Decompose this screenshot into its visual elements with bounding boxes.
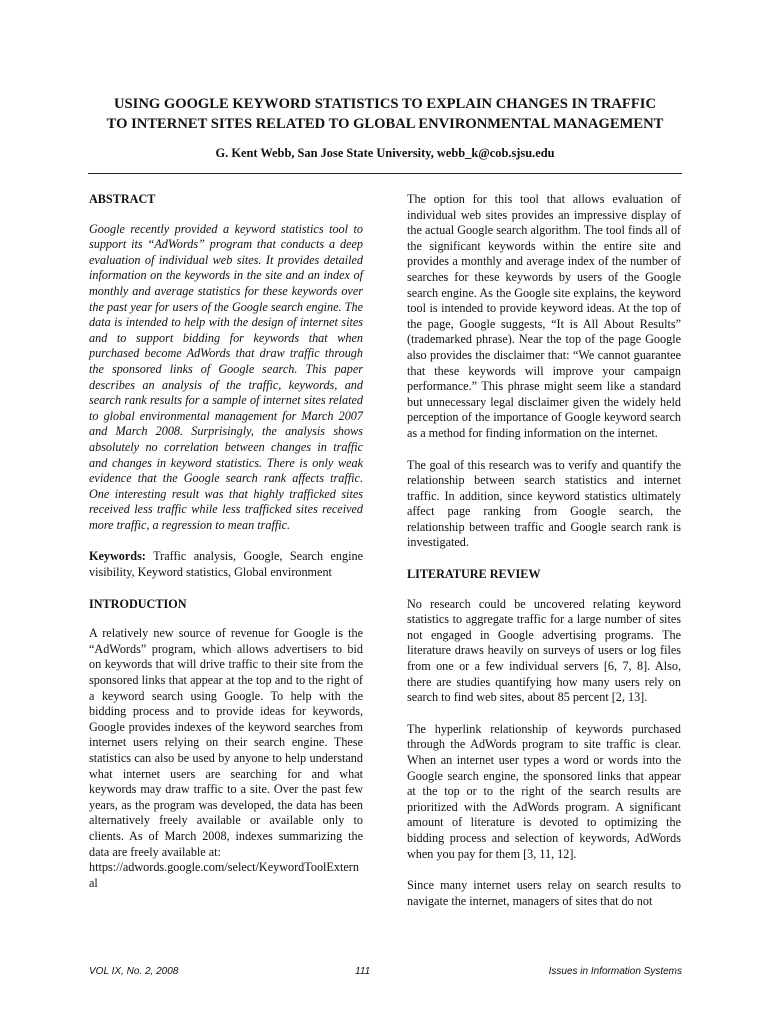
paragraph-tool-option: The option for this tool that allows evaluation of individual web sites provides an impressive display of the actual Google search algorithm. The tool finds all of the significant keywords within the entire site and provides a monthly and average index of the number of searches for these keywords by users of the Google search engine. As the Google site explains, the keyword tool is intended to provide keyword ideas. At the top of the page, Google suggests, “It is All About Results” (trademarked phrase). Near the top of the page Google also provides the disclaimer that: “We cannot guarantee that these keywords will improve your campaign performance.” This phrase might seem like a standard but unnecessary legal disclaimer given the widely held perception of the importance of Google keyword search as a method for finding information on the internet.	[407, 192, 681, 440]
abstract-heading: ABSTRACT	[89, 192, 156, 206]
keyword-tool-url[interactable]: https://adwords.google.com/select/KeywordToolExternal	[89, 860, 359, 890]
paragraph-research-goal: The goal of this research was to verify and quantify the relationship between search statistics and internet traffic. In addition, since keyword statistics ultimately affect page ranking from Google search, the relationship between traffic and Google search rank is investigated.	[407, 457, 681, 550]
footer-volume: VOL IX, No. 2, 2008	[89, 966, 179, 977]
header-divider	[88, 173, 682, 174]
title-line-2: TO INTERNET SITES RELATED TO GLOBAL ENVIRONMENTAL MANAGEMENT	[106, 116, 664, 132]
literature-review-heading: LITERATURE REVIEW	[407, 567, 541, 582]
introduction-text: A relatively new source of revenue for Google is the “AdWords” program, which allows advertisers to bid on keywords that will drive traffic to their site from the sponsored links that appear at the top and to the right of a keyword search using Google. To help with the bidding process and to provide ideas for keywords, Google provides indexes of the keyword searches from internet users relying on their search engine. These statistics can also be used by anyone to help understand what internet users are searching for and what keywords may draw traffic to a site. Over the past few years, as the program was developed, the data has been alternatively freely available or available only to clients. As of March 2008, indexes summarizing the data are freely available at:	[89, 626, 363, 859]
paragraph-literature: No research could be uncovered relating keyword statistics to aggregate traffic for a large number of sites not engaged in Google advertising programs. The literature draws heavily on surveys of users or log files from one or a few individual servers [6, 7, 8]. Also, there are studies quantifying how many users rely on search to find web sites, about 85 percent [2, 13].	[407, 596, 681, 705]
keywords-paragraph	[89, 549, 363, 580]
right-column	[407, 192, 681, 909]
footer-page-number: 111	[355, 966, 371, 977]
paragraph-search-results: Since many internet users relay on search results to navigate the internet, managers of sites that do not	[407, 878, 681, 908]
keywords-text: Traffic analysis, Google, Search engine visibility, Keyword statistics, Global environment	[89, 549, 364, 580]
abstract-text: Google recently provided a keyword statistics tool to support its “AdWords” program that conducts a deep evaluation of individual web sites. It provides detailed information on the keywords in the site and an index of monthly and average statistics for these keywords over the past year for users of the Google search engine. The data is intended to help with the design of internet sites and to support bidding for keywords that when purchased become AdWords that draw traffic through the sponsored links of Google search. This paper describes an analysis of the traffic, keywords, and search rank results for a sample of internet sites related to global environmental management for March 2007 and March 2008. Surprisingly, the analysis shows absolutely no correlation between changes in traffic and changes in keyword statistics. There is only weak evidence that the Google search rank affects traffic. One interesting result was that highly trafficked sites received less traffic while less trafficked sites received more traffic, a regression to mean traffic.	[89, 221, 363, 532]
left-column	[89, 192, 363, 891]
introduction-heading: INTRODUCTION	[89, 596, 187, 611]
keywords-label: Keywords:	[89, 549, 146, 564]
footer-journal: Issues in Information Systems	[548, 966, 682, 977]
author-line: G. Kent Webb, San Jose State University, webb_k@cob.sjsu.edu	[215, 146, 555, 160]
title-line-1: USING GOOGLE KEYWORD STATISTICS TO EXPLAIN CHANGES IN TRAFFIC	[114, 96, 656, 112]
paragraph-hyperlink: The hyperlink relationship of keywords purchased through the AdWords program to site traffic is clear. When an internet user types a word or words into the Google search engine, the sponsored links that appear at the top or to the right of the search results are prioritized with the AdWords program. A significant amount of literature is devoted to optimizing the bidding process and selection of keywords, AdWords when you pay for them [3, 11, 12].	[407, 721, 681, 861]
paper-title	[70, 94, 700, 134]
